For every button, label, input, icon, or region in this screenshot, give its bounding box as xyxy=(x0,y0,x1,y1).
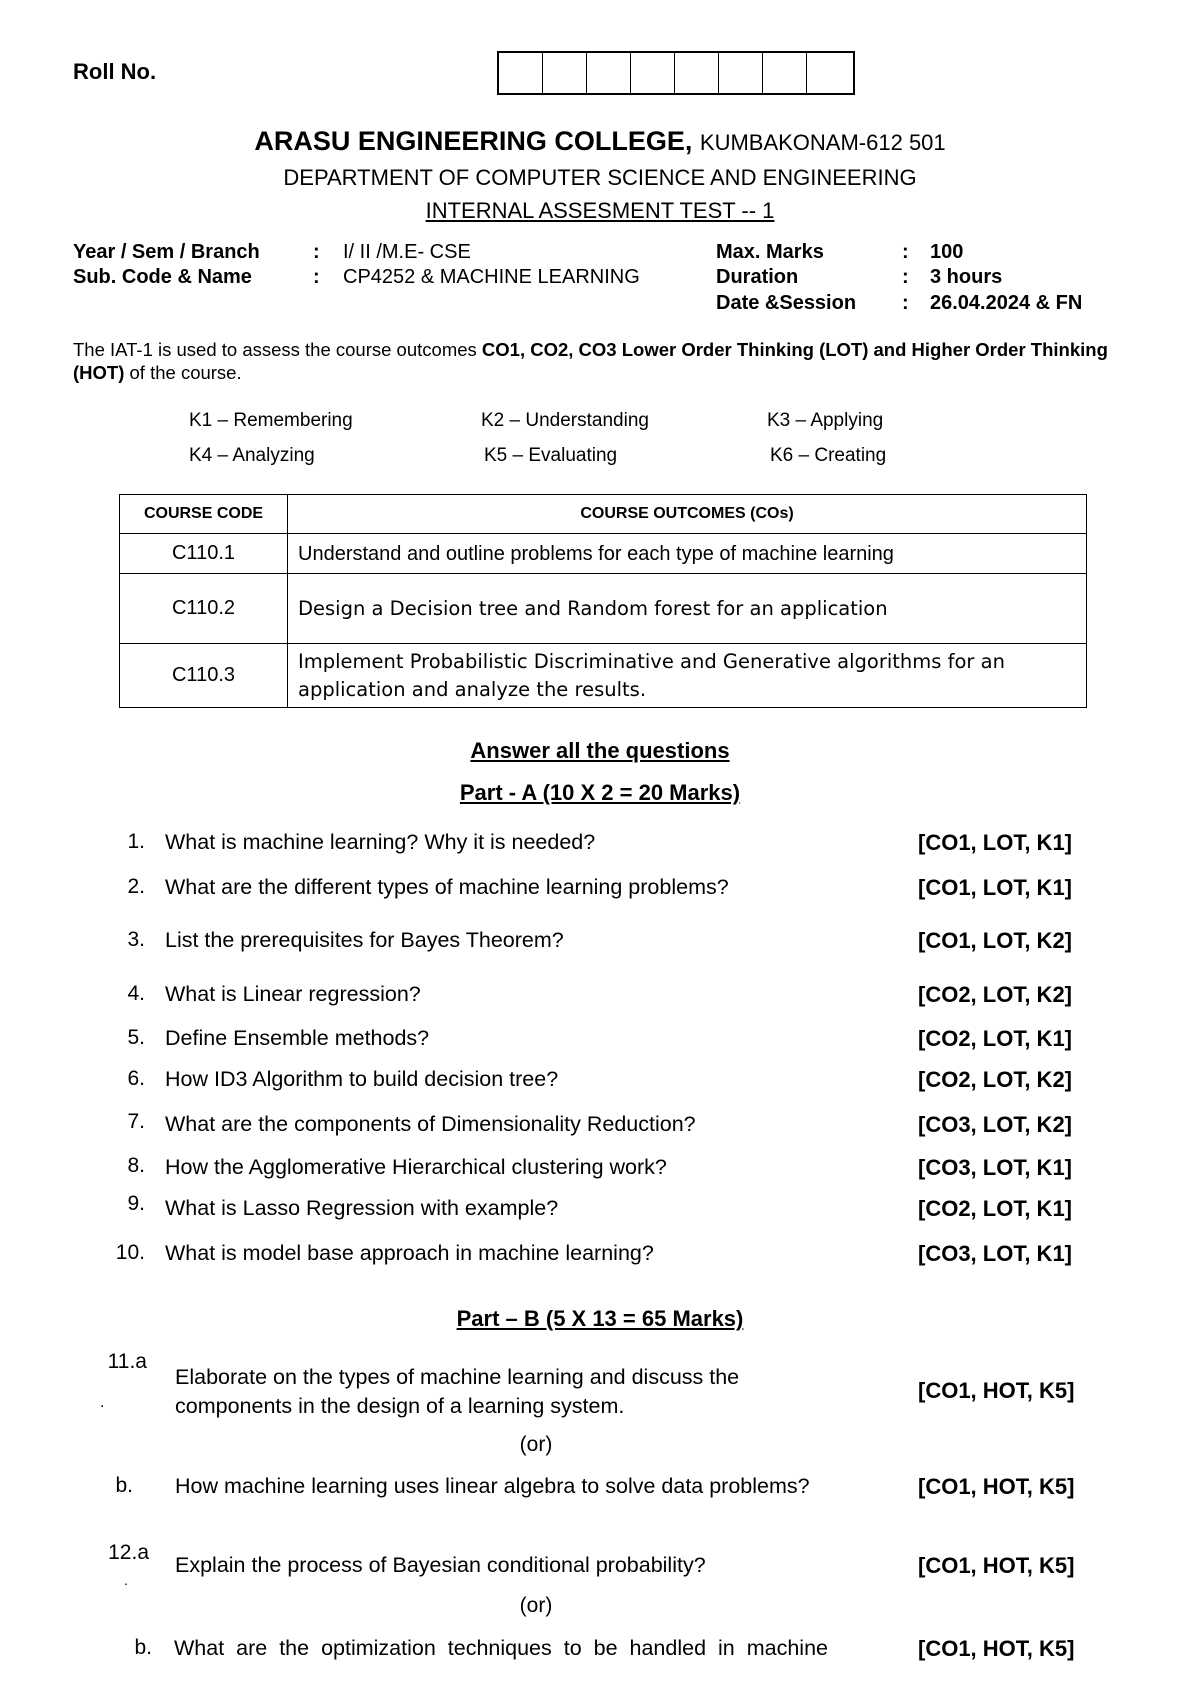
roll-digit-box[interactable] xyxy=(587,53,631,93)
question-tag: [CO1, HOT, K5] xyxy=(918,1553,1075,1578)
question-text: What are the different types of machine learning problems? xyxy=(165,875,729,899)
subject-label: Sub. Code & Name xyxy=(73,266,252,288)
co-outcome: Design a Decision tree and Random forest for an application xyxy=(288,574,1087,644)
part-b-heading: Part – B (5 X 13 = 65 Marks) xyxy=(456,1306,744,1331)
instructions-heading: Answer all the questions xyxy=(470,738,730,763)
intro-prefix: The IAT-1 is used to assess the course outcomes xyxy=(73,339,482,360)
question-text: Define Ensemble methods? xyxy=(165,1026,430,1050)
question-number: 11.a xyxy=(107,1350,147,1373)
klevel-k5: K5 – Evaluating xyxy=(484,445,618,466)
roll-no-boxes[interactable] xyxy=(497,51,855,95)
intro-bold: CO1, CO2, CO3 Lower Order Thinking (LOT) and Higher Order Thinking (HOT) xyxy=(73,339,1108,383)
roll-digit-box[interactable] xyxy=(807,53,853,93)
co-code: C110.1 xyxy=(120,534,288,574)
question-text: components in the design of a learning system. xyxy=(175,1394,625,1418)
klevel-k6: K6 – Creating xyxy=(770,445,887,466)
question-number: 5. xyxy=(127,1026,145,1049)
roll-digit-box[interactable] xyxy=(543,53,587,93)
question-number-dot: . xyxy=(124,1572,128,1588)
question-number: 8. xyxy=(127,1154,145,1177)
question-tag: [CO1, LOT, K2] xyxy=(918,928,1073,953)
subject-value: CP4252 & MACHINE LEARNING xyxy=(343,266,640,288)
question-number-dot: . xyxy=(100,1394,105,1411)
department-title: DEPARTMENT OF COMPUTER SCIENCE AND ENGINEERING xyxy=(283,165,917,190)
max-marks-value: 100 xyxy=(930,241,964,263)
header-course-outcomes: COURSE OUTCOMES (COs) xyxy=(288,495,1087,534)
part-a-heading: Part - A (10 X 2 = 20 Marks) xyxy=(459,780,741,805)
co-outcome: Implement Probabilistic Discriminative and Generative algorithms for an application and analyze the results. xyxy=(288,644,1087,708)
colon: : xyxy=(313,241,320,263)
date-label: Date &Session xyxy=(716,292,857,314)
question-text: Explain the process of Bayesian conditional probability? xyxy=(175,1553,706,1577)
question-text: What are the components of Dimensionality Reduction? xyxy=(165,1112,696,1136)
question-text: How machine learning uses linear algebra to solve data problems? xyxy=(175,1474,810,1498)
question-tag: [CO1, HOT, K5] xyxy=(918,1474,1075,1499)
question-tag: [CO2, LOT, K1] xyxy=(918,1196,1073,1221)
college-location: KUMBAKONAM-612 501 xyxy=(699,130,946,155)
colon: : xyxy=(902,292,909,314)
question-number: 10. xyxy=(115,1241,145,1264)
question-tag: [CO1, HOT, K5] xyxy=(918,1636,1075,1661)
question-tag: [CO1, HOT, K5] xyxy=(918,1378,1075,1403)
question-number: 1. xyxy=(127,830,145,853)
question-text: What is Linear regression? xyxy=(165,982,421,1006)
college-title xyxy=(0,126,1200,157)
header-course-code: COURSE CODE xyxy=(120,495,288,534)
question-text: What are the optimization techniques to be handled in machine xyxy=(174,1636,828,1660)
year-label: Year / Sem / Branch xyxy=(73,241,260,263)
year-value: I/ II /M.E- CSE xyxy=(343,241,471,263)
table-row xyxy=(120,534,1087,574)
question-tag: [CO3, LOT, K1] xyxy=(918,1155,1073,1180)
co-code: C110.2 xyxy=(120,574,288,644)
question-tag: [CO2, LOT, K2] xyxy=(918,1067,1073,1092)
or-separator: (or) xyxy=(519,1594,553,1617)
course-outcomes-table xyxy=(119,494,1087,708)
colon: : xyxy=(902,266,909,288)
roll-digit-box[interactable] xyxy=(763,53,807,93)
question-number: 12.a xyxy=(108,1541,149,1564)
date-value: 26.04.2024 & FN xyxy=(930,292,1083,314)
question-tag: [CO2, LOT, K1] xyxy=(918,1026,1073,1051)
roll-digit-box[interactable] xyxy=(719,53,763,93)
intro-paragraph xyxy=(73,338,1143,384)
question-number: 3. xyxy=(127,928,145,951)
question-text: What is model base approach in machine learning? xyxy=(165,1241,654,1265)
co-outcome: Understand and outline problems for each type of machine learning xyxy=(288,534,1087,574)
question-number: 6. xyxy=(127,1067,145,1090)
colon: : xyxy=(902,241,909,263)
test-title: INTERNAL ASSESMENT TEST -- 1 xyxy=(425,198,775,223)
question-tag: [CO2, LOT, K2] xyxy=(918,982,1073,1007)
table-header-row xyxy=(120,495,1087,534)
question-number: b. xyxy=(134,1636,152,1659)
question-tag: [CO3, LOT, K1] xyxy=(918,1241,1073,1266)
roll-digit-box[interactable] xyxy=(675,53,719,93)
table-row xyxy=(120,574,1087,644)
question-number: 4. xyxy=(127,982,145,1005)
question-tag: [CO1, LOT, K1] xyxy=(918,830,1073,855)
roll-digit-box[interactable] xyxy=(631,53,675,93)
college-name: ARASU ENGINEERING COLLEGE, xyxy=(254,126,693,156)
question-text: What is Lasso Regression with example? xyxy=(165,1196,559,1220)
roll-no-label: Roll No. xyxy=(73,59,157,84)
klevel-k4: K4 – Analyzing xyxy=(189,445,315,466)
duration-value: 3 hours xyxy=(930,266,1003,288)
question-text: What is machine learning? Why it is needed? xyxy=(165,830,596,854)
or-separator: (or) xyxy=(519,1433,553,1456)
klevel-k3: K3 – Applying xyxy=(767,410,884,431)
colon: : xyxy=(313,266,320,288)
question-tag: [CO3, LOT, K2] xyxy=(918,1112,1073,1137)
klevel-k2: K2 – Understanding xyxy=(481,410,649,431)
question-number: 2. xyxy=(127,875,145,898)
klevel-k1: K1 – Remembering xyxy=(189,410,353,431)
question-number: 9. xyxy=(127,1192,145,1215)
max-marks-label: Max. Marks xyxy=(716,241,824,263)
question-text: Elaborate on the types of machine learning and discuss the xyxy=(175,1365,740,1389)
co-code: C110.3 xyxy=(120,644,288,708)
question-number: b. xyxy=(115,1474,133,1497)
question-tag: [CO1, LOT, K1] xyxy=(918,875,1073,900)
roll-digit-box[interactable] xyxy=(499,53,543,93)
question-text: How ID3 Algorithm to build decision tree? xyxy=(165,1067,559,1091)
question-text: How the Agglomerative Hierarchical clustering work? xyxy=(165,1155,667,1179)
question-number: 7. xyxy=(127,1110,145,1133)
table-row xyxy=(120,644,1087,708)
duration-label: Duration xyxy=(716,266,799,288)
question-text: List the prerequisites for Bayes Theorem? xyxy=(165,928,564,952)
intro-suffix: of the course. xyxy=(124,362,242,383)
